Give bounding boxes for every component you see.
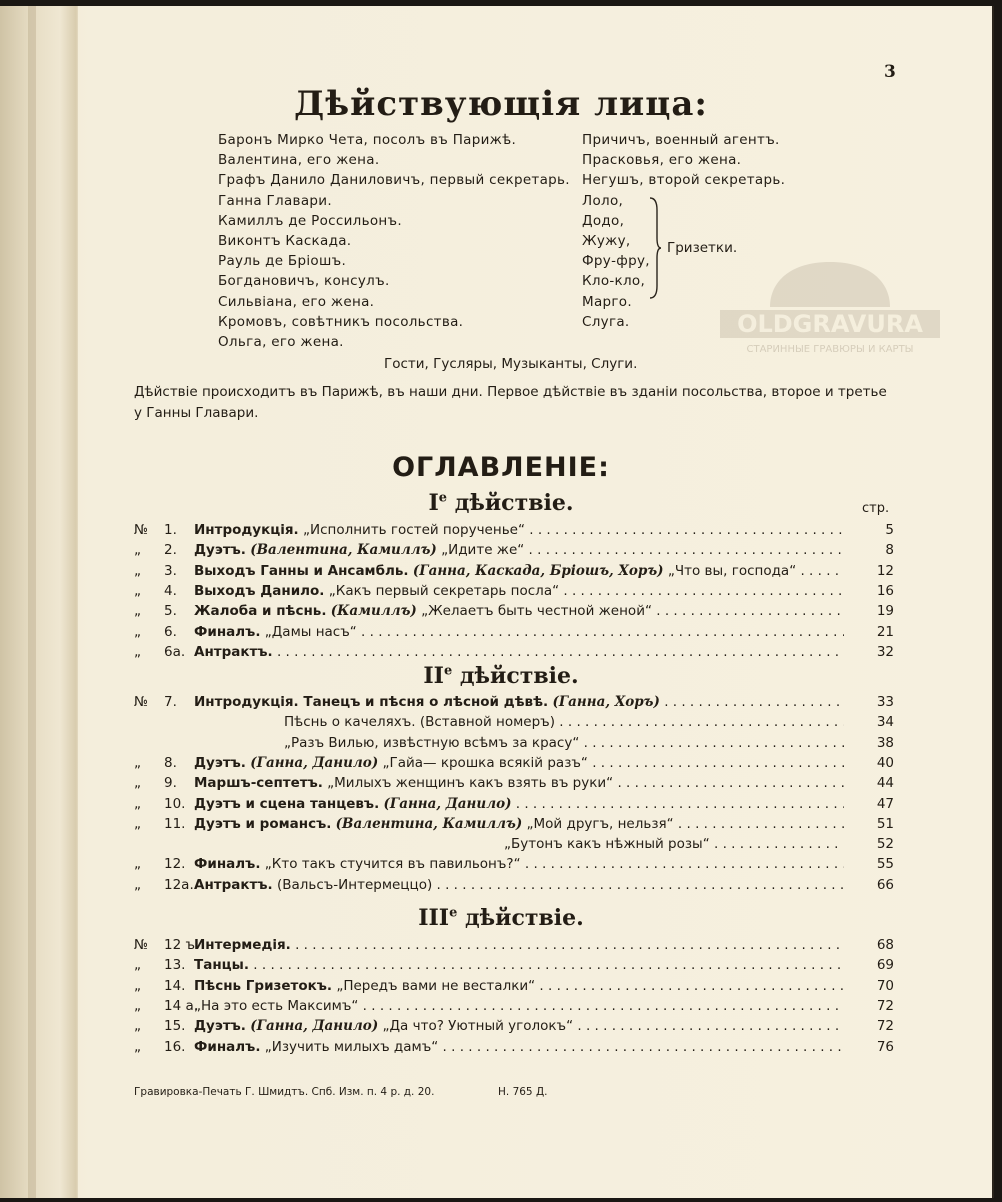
- toc-entry: [284, 714, 844, 730]
- toc-entry-title: Финалъ.: [194, 856, 261, 873]
- grisettes-label: Гризетки.: [667, 240, 738, 256]
- cast-member: Кромовъ, совѣтникъ посольства.: [218, 313, 464, 330]
- toc-entry-title: Танцы.: [194, 957, 249, 974]
- toc-prefix: „: [134, 1038, 141, 1055]
- watermark-logo: [720, 252, 940, 382]
- toc-entry: [194, 1039, 844, 1055]
- toc-number: 2.: [164, 542, 177, 559]
- cast-member: Слуга.: [582, 313, 630, 330]
- guests-line: Гости, Гусляры, Музыканты, Слуги.: [384, 356, 638, 372]
- act-word: дѣйствіе.: [447, 490, 574, 516]
- toc-entry-title: Интермедія.: [194, 937, 291, 953]
- cast-member: Причичъ, военный агентъ.: [582, 132, 780, 148]
- toc-number: 10.: [164, 795, 186, 812]
- toc-row: [134, 1018, 894, 1038]
- cast-member: Фру-фру,: [582, 253, 650, 270]
- toc-entry-text: „Дамы насъ“: [264, 623, 357, 640]
- page-gutter: [0, 6, 78, 1198]
- cast-member: Негушъ, второй секретарь.: [582, 172, 786, 189]
- toc-entry-title: Жалоба и пѣснь.: [194, 603, 327, 620]
- toc-entry: [194, 542, 844, 558]
- toc-prefix: „: [134, 795, 141, 812]
- toc-entry: [194, 563, 844, 579]
- cast-member: Валентина, его жена.: [218, 152, 380, 169]
- cast-member: Графъ Данило Даниловичъ, первый секретарь.: [218, 172, 570, 189]
- cast-member: Камиллъ де Россильонъ.: [218, 212, 402, 229]
- toc-page-number: 44: [876, 775, 894, 792]
- cast-member: Сильвіана, его жена.: [218, 293, 375, 310]
- toc-entry-title: Антрактъ.: [194, 643, 273, 660]
- toc-row: [134, 644, 894, 664]
- toc-page-number: 52: [876, 836, 894, 853]
- toc-row: [134, 836, 894, 856]
- watermark-name: OLDGRAVURA: [737, 310, 923, 338]
- toc-prefix: „: [134, 562, 141, 579]
- toc-number: 6.: [164, 623, 177, 640]
- page-number: 3: [884, 62, 896, 82]
- toc-number: 11.: [164, 815, 186, 832]
- toc-entry-title: Дуэтъ и романсъ.: [194, 815, 332, 832]
- toc-entry: [194, 937, 844, 953]
- toc-page-number: 19: [876, 603, 894, 620]
- toc-entry-title: Финалъ.: [194, 1038, 261, 1055]
- toc-entry-roles: (Ганна, Хоръ): [552, 694, 660, 710]
- toc-page-number: 33: [876, 694, 894, 710]
- toc-entry-title: Антрактъ.: [194, 876, 273, 893]
- cast-member: Прасковья, его жена.: [582, 152, 742, 169]
- toc-page-number: 68: [876, 937, 894, 953]
- cast-member: Жужу,: [582, 233, 631, 249]
- toc-entry: [504, 836, 844, 852]
- toc-page-number: 34: [876, 714, 894, 731]
- toc-row: [134, 816, 894, 836]
- grisettes-brace: [648, 196, 662, 300]
- act-roman: I: [428, 490, 439, 516]
- cast-member: Марго.: [582, 293, 632, 310]
- toc-entry-title: Интродукція. Танецъ и пѣсня о лѣсной дѣвѣ.: [194, 694, 549, 710]
- printer-imprint: Гравировка-Печать Г. Шмидтъ. Спб. Изм. п. 4 р. д. 20.: [134, 1086, 435, 1098]
- toc-prefix: „: [134, 582, 141, 599]
- toc-number: 14.: [164, 977, 186, 994]
- toc-row: [134, 856, 894, 876]
- toc-entry: [194, 1018, 844, 1034]
- cast-member: Баронъ Мирко Чета, посолъ въ Парижѣ.: [218, 132, 517, 148]
- toc-entry-title: Дуэтъ.: [194, 754, 246, 771]
- toc-row: [134, 603, 894, 623]
- toc-row: [134, 522, 894, 542]
- toc-row: [134, 583, 894, 603]
- toc-entry-roles: (Ганна, Данило): [250, 754, 379, 771]
- toc-number: 1.: [164, 522, 177, 538]
- gutter-stain: [28, 6, 36, 1198]
- act-heading: [0, 663, 1002, 689]
- toc-entry-roles: (Валентина, Камиллъ): [335, 815, 523, 832]
- toc-row: [134, 957, 894, 977]
- setting-text: Дѣйствіе происходитъ въ Парижѣ, въ наши дни. Первое дѣйствіе въ зданіи посольства, второе и третье у Ганны Главари.: [134, 384, 887, 421]
- toc-entry: [194, 603, 844, 619]
- toc-page-number: 51: [876, 815, 894, 832]
- act-superscript: е: [438, 490, 448, 506]
- toc-number: 9.: [164, 775, 177, 792]
- toc-row: [134, 755, 894, 775]
- act-word: дѣйствіе.: [457, 905, 584, 931]
- toc-entry: [194, 694, 844, 710]
- act-word: дѣйствіе.: [452, 663, 579, 689]
- toc-row: [134, 1039, 894, 1059]
- toc-prefix: „: [134, 754, 141, 771]
- toc-page-number: 40: [876, 754, 894, 771]
- toc-entry-title: Выходъ Ганны и Ансамбль.: [194, 562, 409, 579]
- toc-entry-roles: (Валентина, Камиллъ): [250, 542, 437, 559]
- toc-number: 5.: [164, 603, 177, 620]
- watermark-subtitle: СТАРИННЫЕ ГРАВЮРЫ И КАРТЫ: [746, 344, 914, 355]
- toc-entry: [194, 856, 844, 872]
- toc-prefix: „: [134, 876, 141, 893]
- toc-page-number: 76: [876, 1038, 894, 1055]
- act-roman: II: [423, 663, 444, 689]
- toc-row: [134, 624, 894, 644]
- toc-page-number: 12: [876, 562, 894, 579]
- toc-entry-text: „Что вы, господа“: [667, 562, 797, 579]
- toc-number: 12.: [164, 856, 186, 873]
- toc-page-number: 8: [885, 542, 894, 559]
- toc-prefix: „: [134, 623, 141, 640]
- act-heading: [0, 490, 1002, 516]
- toc-row: [134, 998, 894, 1018]
- toc-prefix: „: [134, 542, 141, 559]
- toc-page-number: 72: [876, 997, 894, 1014]
- toc-page-number: 47: [876, 795, 894, 812]
- toc-row: [134, 937, 894, 957]
- toc-row: [134, 714, 894, 734]
- act-superscript: е: [449, 905, 458, 921]
- cast-member: Додо,: [582, 212, 625, 229]
- cast-member: Кло-кло,: [582, 273, 646, 290]
- toc-entry-text: „Мой другъ, нельзя“: [526, 815, 674, 832]
- toc-page-number: 5: [885, 522, 894, 538]
- toc-entry-text: „Изучить милыхъ дамъ“: [264, 1038, 439, 1055]
- toc-number: 3.: [164, 562, 177, 579]
- toc-entry-text: Пѣснь о качеляхъ. (Вставной номеръ): [284, 714, 555, 731]
- toc-number: 8.: [164, 754, 177, 771]
- toc-entry-roles: (Ганна, Каскада, Бріошъ, Хоръ): [412, 562, 664, 579]
- toc-number: 6а.: [164, 643, 186, 660]
- toc-number: 13.: [164, 957, 186, 974]
- toc-entry-text: „Исполнить гостей порученье“: [302, 522, 525, 538]
- act-roman: III: [418, 905, 450, 931]
- toc-prefix: „: [134, 643, 141, 660]
- toc-number: 16.: [164, 1038, 186, 1055]
- toc-row: [134, 735, 894, 755]
- toc-entry-text: „На это есть Максимъ“: [194, 997, 359, 1014]
- toc-prefix: „: [134, 997, 141, 1014]
- toc-entry-text: „Гайа— крошка всякій разъ“: [382, 754, 588, 771]
- toc-prefix: „: [134, 856, 141, 873]
- cast-member: Рауль де Бріошъ.: [218, 253, 347, 270]
- act-superscript: е: [443, 663, 453, 679]
- toc-entry-title: Дуэтъ.: [194, 542, 246, 559]
- cast-member: Лоло,: [582, 192, 624, 209]
- toc-page-number: 72: [876, 1018, 894, 1035]
- toc-prefix: „: [134, 1018, 141, 1035]
- toc-entry-text: „Передъ вами не весталки“: [336, 977, 536, 994]
- toc-prefix: №: [134, 694, 149, 710]
- toc-entry-text: „Да что? Уютный уголокъ“: [382, 1018, 574, 1035]
- toc-entry: [194, 978, 844, 994]
- toc-entry-roles: (Ганна, Данило): [250, 1018, 379, 1035]
- toc-entry-roles: (Камиллъ): [330, 603, 417, 620]
- toc-entry: [284, 735, 844, 751]
- toc-prefix: №: [134, 522, 149, 538]
- toc-row: [134, 877, 894, 897]
- cast-member: Богдановичъ, консулъ.: [218, 273, 390, 290]
- toc-entry-title: Выходъ Данило.: [194, 582, 325, 599]
- toc-page-number: 16: [876, 582, 894, 599]
- act-heading: [0, 905, 1002, 931]
- toc-row: [134, 775, 894, 795]
- toc-entry-roles: (Ганна, Данило): [383, 795, 512, 812]
- toc-row: [134, 542, 894, 562]
- toc-prefix: „: [134, 775, 141, 792]
- toc-entry-title: Маршъ-септетъ.: [194, 775, 323, 792]
- toc-entry: [194, 877, 844, 893]
- toc-entry-title: Интродукція.: [194, 522, 299, 538]
- toc-entry: [194, 957, 844, 973]
- page-title: Дѣйствующія лица:: [294, 84, 708, 124]
- toc-number: 4.: [164, 582, 177, 599]
- toc-entry-text: „Идите же“: [441, 542, 525, 559]
- toc-row: [134, 563, 894, 583]
- toc-page-number: 55: [876, 856, 894, 873]
- toc-prefix: „: [134, 815, 141, 832]
- toc-page-number: 66: [876, 876, 894, 893]
- toc-entry-text: „Какъ первый секретарь посла“: [328, 582, 560, 599]
- toc-number: 12 ъ.: [164, 937, 200, 953]
- toc-entry: [194, 775, 844, 791]
- page-column-label: стр.: [862, 501, 890, 516]
- toc-entry: [194, 755, 844, 771]
- toc-entry-text: (Вальсъ-Интермеццо): [276, 876, 433, 893]
- toc-entry-text: „Желаетъ быть честной женой“: [421, 603, 652, 620]
- toc-entry: [194, 796, 844, 812]
- cast-member: Ганна Главари.: [218, 192, 332, 209]
- toc-entry: [194, 998, 844, 1014]
- toc-prefix: „: [134, 977, 141, 994]
- toc-entry-text: „Кто такъ стучится въ павильонъ?“: [264, 856, 521, 873]
- toc-entry-title: Дуэтъ.: [194, 1018, 246, 1035]
- toc-number: 15.: [164, 1018, 186, 1035]
- toc-entry-text: „Милыхъ женщинъ какъ взять въ руки“: [327, 775, 614, 792]
- toc-entry-text: „Разъ Вилью, извѣстную всѣмъ за красу“: [284, 734, 580, 751]
- toc-entry: [194, 644, 844, 660]
- toc-entry-title: Пѣснь Гризетокъ.: [194, 977, 333, 994]
- toc-prefix: „: [134, 603, 141, 620]
- toc-page-number: 70: [876, 977, 894, 994]
- toc-prefix: №: [134, 937, 149, 953]
- cast-member: Виконтъ Каскада.: [218, 233, 352, 249]
- cast-member: Ольга, его жена.: [218, 334, 344, 350]
- toc-row: [134, 694, 894, 714]
- toc-entry: [194, 816, 844, 832]
- toc-page-number: 32: [876, 643, 894, 660]
- toc-entry-text: „Бутонъ какъ нѣжный розы“: [504, 836, 710, 853]
- toc-number: 7.: [164, 694, 177, 710]
- toc-entry: [194, 583, 844, 599]
- plate-number: Н. 765 Д.: [498, 1086, 548, 1098]
- toc-page-number: 38: [876, 734, 894, 751]
- toc-row: [134, 978, 894, 998]
- toc-entry: [194, 624, 844, 640]
- toc-number: 12а.: [164, 876, 194, 893]
- toc-entry: [194, 522, 844, 538]
- toc-entry-title: Финалъ.: [194, 623, 261, 640]
- toc-page-number: 69: [876, 957, 894, 974]
- toc-row: [134, 796, 894, 816]
- toc-page-number: 21: [876, 623, 894, 640]
- toc-prefix: „: [134, 957, 141, 974]
- toc-title: ОГЛАВЛЕНІЕ:: [392, 452, 610, 483]
- toc-entry-title: Дуэтъ и сцена танцевъ.: [194, 795, 380, 812]
- toc-number: 14 а.: [164, 997, 199, 1014]
